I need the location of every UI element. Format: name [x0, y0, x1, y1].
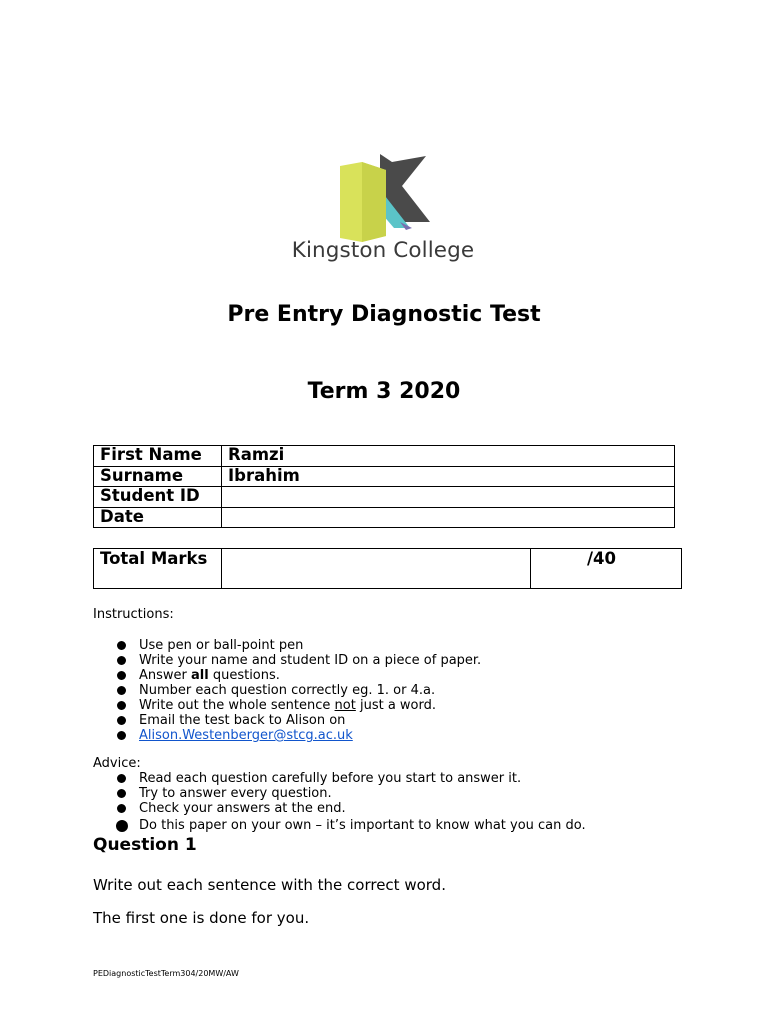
surname-label: Surname: [94, 466, 222, 487]
list-item: Email the test back to Alison on: [93, 713, 481, 728]
first-name-label: First Name: [94, 446, 222, 467]
list-item: Number each question correctly eg. 1. or 4.a.: [93, 683, 481, 698]
list-item: Do this paper on your own – it’s important to know what you can do.: [93, 816, 586, 836]
logo-mark-icon: [340, 152, 430, 242]
term-title: Term 3 2020: [307, 379, 461, 404]
total-marks-table: [93, 548, 682, 589]
question-1-heading: Question 1: [93, 835, 197, 855]
student-id-value: [222, 487, 675, 508]
list-item: Write out the whole sentence not just a word.: [93, 698, 481, 713]
list-item: Use pen or ball-point pen: [93, 638, 481, 653]
total-marks-label: Total Marks: [94, 549, 222, 589]
instructions-list: [93, 638, 481, 743]
question-1-instruction: Write out each sentence with the correct word.: [93, 876, 446, 894]
date-value: [222, 507, 675, 528]
list-item: Check your answers at the end.: [93, 801, 586, 816]
advice-list: [93, 771, 586, 836]
date-label: Date: [94, 507, 222, 528]
table-row: [94, 466, 675, 487]
list-item: Answer all questions.: [93, 668, 481, 683]
email-link[interactable]: Alison.Westenberger@stcg.ac.uk: [139, 728, 353, 743]
student-id-label: Student ID: [94, 487, 222, 508]
advice-heading: Advice:: [93, 756, 141, 771]
list-item: [93, 728, 481, 743]
total-marks-out-of: /40: [531, 549, 682, 589]
table-row: [94, 549, 682, 589]
table-row: [94, 507, 675, 528]
student-info-table: [93, 445, 675, 528]
instructions-heading: Instructions:: [93, 607, 174, 622]
total-marks-value: [222, 549, 531, 589]
college-logo: [258, 152, 508, 264]
table-row: [94, 487, 675, 508]
table-row: [94, 446, 675, 467]
list-item: Read each question carefully before you start to answer it.: [93, 771, 586, 786]
first-name-value: Ramzi: [222, 446, 675, 467]
logo-wordmark: Kingston College: [291, 238, 475, 263]
question-1-example-note: The first one is done for you.: [93, 909, 310, 927]
page-title: Pre Entry Diagnostic Test: [227, 302, 541, 327]
footer-reference: PEDiagnosticTestTerm304/20MW/AW: [93, 969, 239, 978]
list-item: Try to answer every question.: [93, 786, 586, 801]
list-item: Write your name and student ID on a piece of paper.: [93, 653, 481, 668]
surname-value: Ibrahim: [222, 466, 675, 487]
